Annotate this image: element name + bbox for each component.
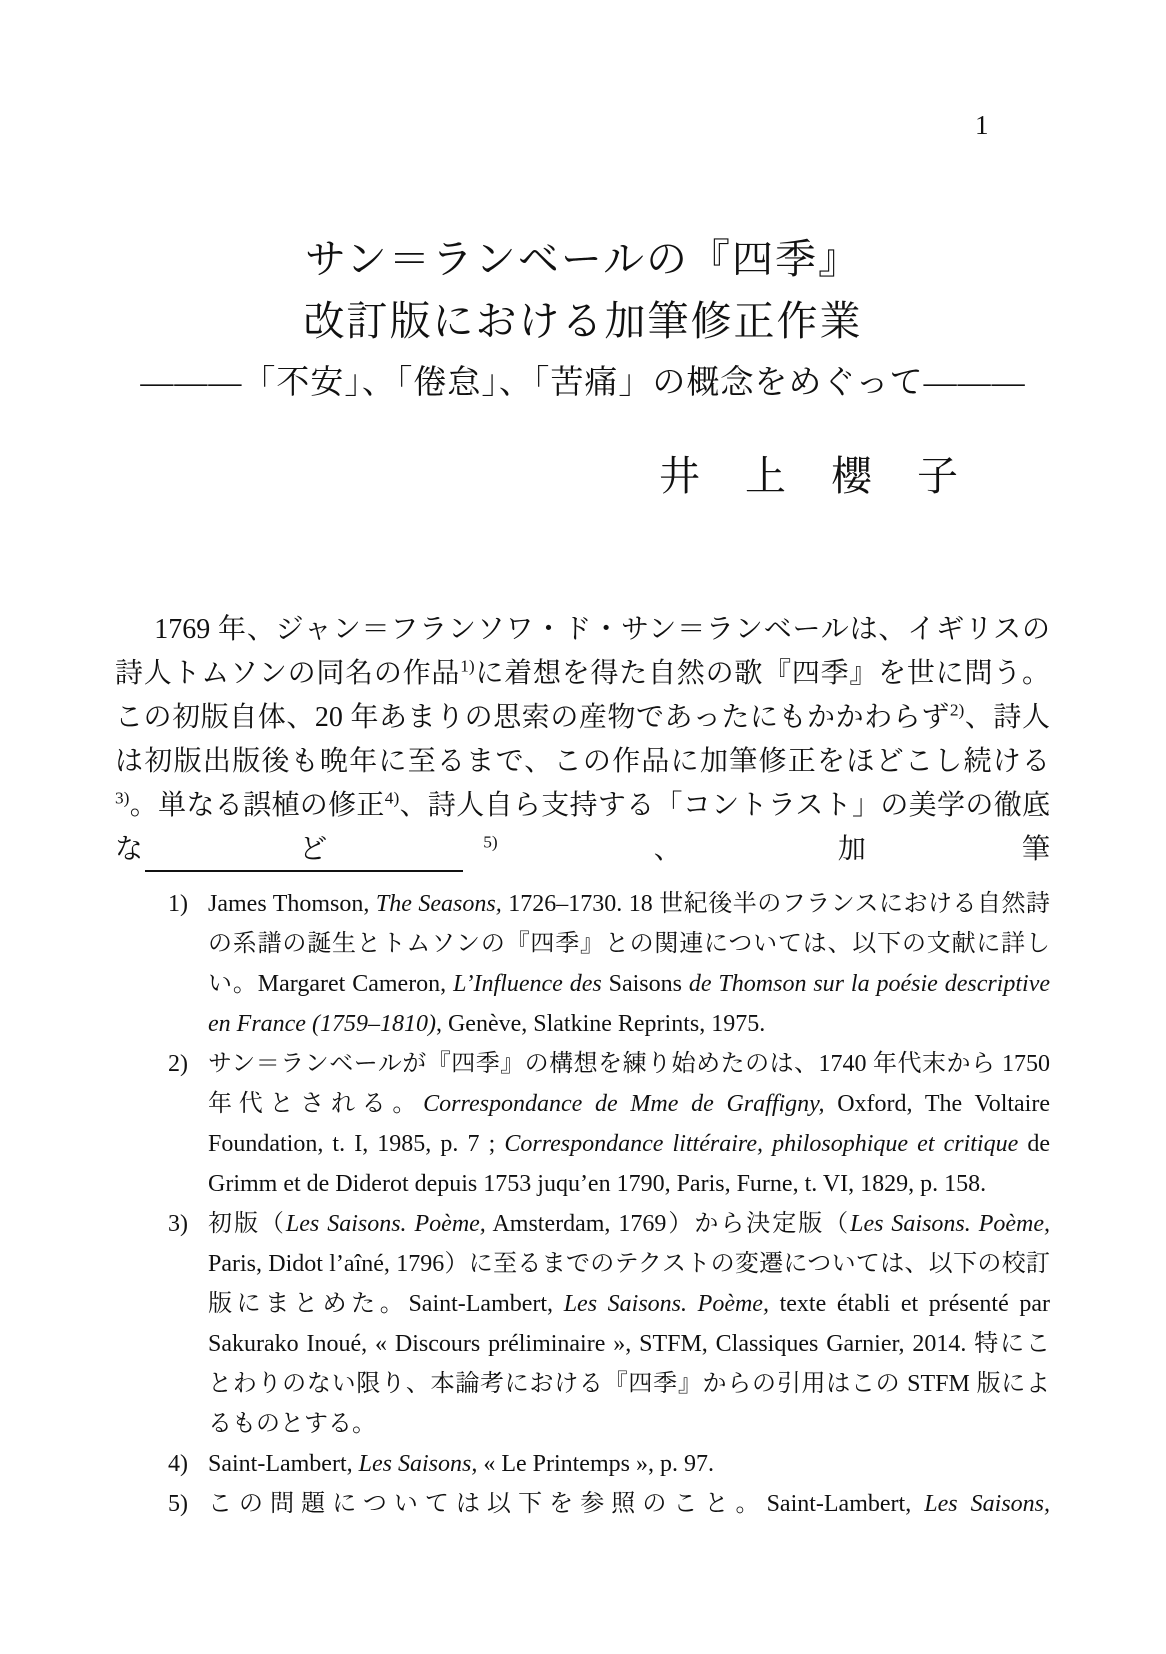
footnote-1 [168,884,1050,1044]
footnote-4-text: Saint-Lambert, Les Saisons, « Le Printemps », p. 97. [208,1451,714,1477]
footnote-2-text: サン＝ランベールが『四季』の構想を練り始めたのは、1740 年代末から 1750 年代とされる。Correspondance de Mme de Graffigny, Oxford, The Voltaire Foundation, t. I, 1985, p. 7 ; Correspondance littéraire, philosophique et critique de Grimm et de Diderot depuis 1753 juqu’en 1790, Paris, Furne, t. VI, 1829, p. 158. [208,1051,1050,1197]
footnote-2 [168,1044,1050,1204]
footnote-5 [168,1484,1050,1524]
paper-subtitle: ———「不安」、「倦怠」、「苦痛」の概念をめぐって——— [140,365,1026,401]
footnote-4 [168,1444,1050,1484]
title-block [58,228,1108,408]
body-paragraph: 1769 年、ジャン＝フランソワ・ド・サン＝ランベールは、イギリスの詩人トムソンの同名の作品$^{1)}$に着想を得た自然の歌『四季』を世に問う。この初版自体、20 年あまりの思索の産物であったにもかかわらず$^{2)}$、詩人は初版出版後も晩年に至るまで、この作品に加筆修正をほどこし続ける$^{3)}$。単なる誤植の修正$^{4)}$、詩人自ら支持する「コントラスト」の美学の徹底など$^{5)}$、加筆 [115,614,1050,865]
footnote-3 [168,1204,1050,1444]
footnote-2-number: 2) [168,1051,188,1077]
page-number: 1 [975,110,989,140]
footnote-3-number: 3) [168,1211,188,1237]
footnotes-section [168,884,1050,1524]
footnote-5-text: この問題については以下を参照のこと。Saint-Lambert, Les Saisons, [208,1491,1051,1517]
author-name: 井 上 櫻 子 [659,453,960,499]
paper-title-line1: サン＝ランベールの『四季』 [304,236,862,282]
footnote-5-number: 5) [168,1491,188,1517]
footnote-1-text: James Thomson, The Seasons, 1726–1730. 18 世紀後半のフランスにおける自然詩の系譜の誕生とトムソンの『四季』との関連については、以下の文献に詳しい。Margaret Cameron, L’Influence des Saisons de Thomson sur la poésie descriptive en France (1759–1810), Genève, Slatkine Reprints, 1975. [208,891,1050,1037]
footnote-1-number: 1) [168,891,188,917]
footnote-4-number: 4) [168,1451,188,1477]
footnote-separator-rule [145,870,463,872]
footnote-3-text: 初版（Les Saisons. Poème, Amsterdam, 1769）から決定版（Les Saisons. Poème, Paris, Didot l’aîné, 1796）に至るまでのテクストの変遷については、以下の校訂版にまとめた。Saint-Lambert, Les Saisons. Poème, texte établi et présenté par Sakurako Inoué, « Discours préliminaire », STFM, Classiques Garnier, 2014. 特にことわりのない限り、本論考における『四季』からの引用はこの STFM 版によるものとする。 [208,1211,1051,1437]
paper-title-line2: 改訂版における加筆修正作業 [303,298,863,344]
